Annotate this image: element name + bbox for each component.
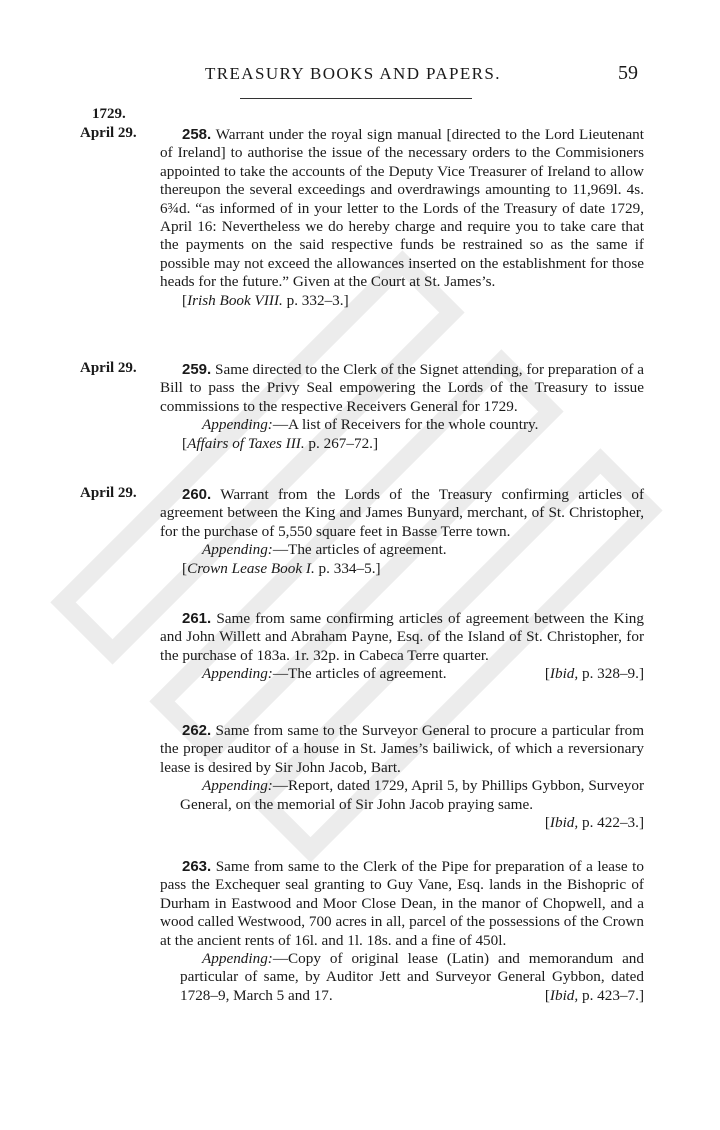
entry-reference: [Crown Lease Book I. p. 334–5.] (182, 559, 381, 577)
entry-263 (160, 858, 644, 1005)
appending-label: Appending: (202, 541, 273, 559)
appending-label: Appending: (202, 416, 273, 434)
reference-pages: p. 267–72.] (304, 434, 379, 452)
appending-note (160, 416, 644, 434)
entry-text: Same from same to the Clerk of the Pipe for preparation of a lease to pass the Exchequer seal granting to Guy Vane, Esq. lands in the Bishopric of Durham in Eastwood and Moor Close Dean, in the manor of Chopwell, and a wood called Westwood, 700 acres in all, parcel of the possessions of the Crown at the ancient rents of 16l. and 1l. 18s. and a fine of 450l. (160, 858, 644, 949)
entry-reference: [Ibid, p. 423–7.] (544, 986, 644, 1004)
entry-number: 261. (182, 610, 212, 627)
running-head: TREASURY BOOKS AND PAPERS. (205, 64, 501, 83)
page-number: 59 (618, 62, 638, 84)
entry-text: Warrant under the royal sign manual [directed to the Lord Lieutenant of Ireland] to authorise the issue of the necessary orders to the Commisioners appointed to take the accounts of the Deputy Vice Treasurer of Ireland to allow thereupon the several exceedings and overdrawings amounting to 11,969l. 4s. 6¾d. “as informed of in your letter to the Lords of the Treasury of date 1729, April 16: Nevertheless we do hereby charge and require you to take care that the payments on the said respective funds be restrained so as the same if possible may not exceed the allowances inserted on the establishment for those heads for the future.” Given at the Court at St. James’s. (160, 126, 644, 291)
entry-261 (160, 610, 644, 684)
entry-text: Warrant from the Lords of the Treasury confirming articles of agreement between the King and James Bunyard, merchant, of St. Christopher, for the purchase of 5,550 square feet in Basse Terre town. (160, 486, 644, 540)
reference-source: Ibid, (549, 665, 579, 683)
appending-text: —Copy of original lease (Latin) and memorandum and particular of same, by Auditor Jett and Surveyor General Gybbon, dated 1728–9, March 5 and 17. (180, 950, 644, 1004)
appending-text: —The articles of agreement. (272, 541, 447, 559)
appending-text: —The articles of agreement. (272, 665, 447, 683)
entry-reference: [Irish Book VIII. p. 332–3.] (182, 291, 349, 309)
entry-number: 260. (182, 486, 212, 503)
entry-262 (160, 722, 644, 832)
reference-source: Ibid, (549, 986, 579, 1004)
appending-note (160, 541, 644, 559)
reference-source: Irish Book VIII. (187, 291, 283, 309)
reference-pages: p. 328–9.] (578, 665, 644, 683)
header-rule (240, 98, 472, 99)
reference-pages: p. 334–5.] (314, 559, 381, 577)
appending-label: Appending: (202, 950, 273, 968)
appending-label: Appending: (202, 777, 273, 795)
entry-number: 262. (182, 722, 212, 739)
appending-note (160, 777, 644, 832)
appending-text: —Report, dated 1729, April 5, by Phillips Gybbon, Surveyor General, on the memorial of Sir John Jacob praying same. (180, 777, 644, 813)
entry-text: Same from same confirming articles of agreement between the King and John Willett and Abraham Payne, Esq. of the Island of St. Christopher, for the purchase of 183a. 1r. 32p. in Cabeca Terre quarter. (160, 610, 644, 664)
entry-date: April 29. (80, 485, 137, 501)
entry-number: 263. (182, 858, 212, 875)
reference-pages: p. 332–3.] (282, 291, 349, 309)
reference-pages: p. 423–7.] (578, 986, 644, 1004)
entry-reference: [Ibid, p. 422–3.] (544, 814, 644, 832)
entry-text: Same from same to the Surveyor General to procure a particular from the proper auditor of a house in St. James’s bailiwick, of which a reversionary lease is desired by Sir John Jacob, Bart. (160, 722, 645, 776)
appending-label: Appending: (202, 665, 273, 683)
entry-text: Same directed to the Clerk of the Signet attending, for preparation of a Bill to pass the Privy Seal empowering the Lords of the Treasury to issue commissions to the respective Receivers General for 1729. (160, 361, 645, 415)
appending-note (160, 665, 644, 683)
entry-258 (160, 126, 644, 310)
entry-date: April 29. (80, 125, 137, 141)
appending-note (160, 950, 644, 1005)
appending-text: —A list of Receivers for the whole country. (272, 416, 539, 434)
entry-260 (160, 486, 644, 578)
entry-reference: [Ibid, p. 328–9.] (544, 665, 644, 683)
entry-reference: [Affairs of Taxes III. p. 267–72.] (182, 434, 379, 452)
entry-number: 259. (182, 361, 212, 378)
entry-date: April 29. (80, 360, 137, 376)
year-marginal: 1729. (92, 106, 126, 122)
entry-259 (160, 361, 644, 453)
reference-pages: p. 422–3.] (578, 814, 644, 832)
reference-source: Affairs of Taxes III. (187, 434, 305, 452)
reference-source: Ibid, (549, 814, 579, 832)
entry-number: 258. (182, 126, 212, 143)
reference-source: Crown Lease Book I. (187, 559, 315, 577)
